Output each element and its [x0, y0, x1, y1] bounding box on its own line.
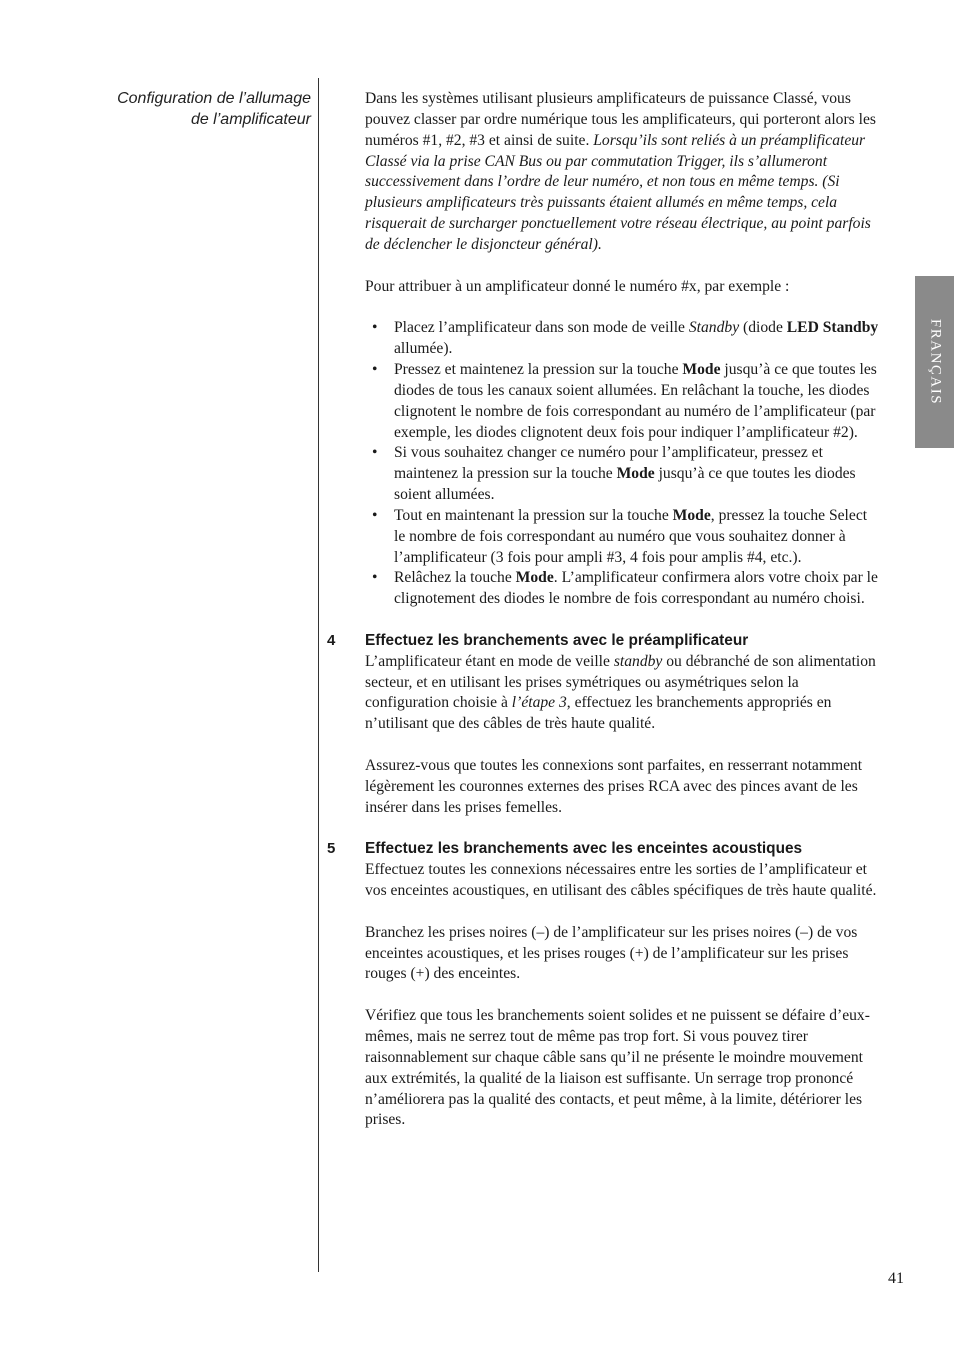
page-number: 41 [888, 1270, 904, 1287]
bold-text: Mode [515, 569, 554, 587]
intro-text: Dans les systèmes utilisant plusieurs amplificateurs de puissance Classé, vous pouvez classer par ordre numérique tous les amplificateurs, qui porteront alors les numéros #1, #2, #3 et ainsi de suite. [365, 90, 876, 149]
step-5-paragraph-3: Vérifiez que tous les branchements soient solides et ne puissent se défaire d’eux-mêmes, mais ne serrez tout de même pas trop fort. Si vous pouvez tirer raisonnablement sur chaque câble sans qu’il ne présente le moindre mouvement aux extrémités, la qualité de la liaison est suffisante. Un serrage trop prononcé n’améliorera pas la qualité des contacts, et peut même, à la limite, détériorer les prises. [365, 1007, 870, 1129]
list-item [365, 568, 880, 610]
step-4-section [327, 631, 880, 819]
text: allumée). [394, 340, 453, 358]
language-tab [915, 276, 954, 448]
text: jusqu’à ce que toutes les diodes soient allumées. [394, 465, 856, 504]
step-title: Effectuez les branchements avec le préamplificateur [365, 631, 749, 649]
bullet-icon: • [372, 444, 378, 462]
italic-text: l’étape 3 [511, 694, 567, 712]
section-heading-line2: de l’amplificateur [190, 111, 311, 128]
bullet-icon: • [372, 506, 378, 524]
bold-text: Mode [682, 360, 721, 378]
intro-paragraph-2: Pour attribuer à un amplificateur donné le numéro #x, par exemple : [365, 277, 790, 295]
column-divider [318, 78, 319, 1272]
instruction-list [365, 318, 880, 610]
text: Placez l’amplificateur dans son mode de veille [394, 319, 689, 337]
italic-text: standby [613, 652, 663, 670]
step-5-paragraph-2: Branchez les prises noires (–) de l’amplificateur sur les prises noires (–) de vos enceintes acoustiques, et les prises rouges (+) de l’amplificateur sur les prises rouges (+) des enceintes. [365, 923, 858, 983]
bold-text: Mode [616, 465, 655, 483]
list-item [365, 506, 880, 569]
text: , pressez la touche Select le nombre de fois correspondant au numéro que vous souhaitez donner à l’amplificateur (3 fois pour ampli #3, 4 fois pour amplis #4, etc.). [394, 506, 868, 566]
text: (diode [739, 319, 787, 337]
step-5-paragraph-1: Effectuez toutes les connexions nécessaires entre les sorties de l’amplificateur et vos enceintes acoustiques, en utilisant des câbles spécifiques de très haute qualité. [365, 861, 877, 900]
text: L’amplificateur étant en mode de veille [365, 652, 614, 670]
text: Pressez et maintenez la pression sur la touche [394, 360, 683, 378]
text: ou débranché de son alimentation secteur, et en utilisant les prises symétriques ou asymétriques selon la configuration choisie à [365, 652, 876, 712]
bold-text: LED Standby [786, 319, 879, 337]
step-title: Effectuez les branchements avec les enceintes acoustiques [365, 840, 803, 858]
bold-text: Mode [672, 506, 711, 524]
step-number: 4 [327, 631, 336, 649]
language-tab-label: FRANÇAIS [927, 318, 943, 406]
list-item [365, 318, 880, 360]
main-content [327, 89, 880, 1131]
step-5-section [327, 839, 880, 1131]
step-4-paragraph-2: Assurez-vous que toutes les connexions sont parfaites, en resserrant notamment légèrement les couronnes externes des prises RCA avec des pinces avant de les insérer dans les prises femelles. [365, 757, 863, 816]
text: jusqu’à ce que toutes les diodes de tous les canaux soient allumées. En relâchant la touche, les diodes clignotent le nombre de fois correspondant au numéro de l’amplificateur (par exemple, les diodes clignotent deux fois pour indiquer l’amplificateur #2). [394, 360, 877, 441]
bullet-icon: • [372, 360, 378, 378]
bullet-icon: • [372, 319, 378, 337]
list-item [365, 360, 880, 443]
section-heading-line1: Configuration de l’allumage [117, 90, 311, 107]
text: Si vous souhaitez changer ce numéro pour l’amplificateur, pressez et maintenez la pression sur la touche [394, 444, 823, 483]
list-item [365, 443, 880, 506]
bullet-icon: • [372, 569, 378, 587]
section-heading [60, 88, 311, 130]
text: , effectuez les branchements appropriés en n’utilisant que des câbles de très haute qualité. [365, 694, 832, 733]
text: Tout en maintenant la pression sur la touche [394, 506, 673, 524]
text: Relâchez la touche [394, 569, 516, 587]
step-number: 5 [327, 840, 336, 858]
intro-italic-text: Lorsqu’ils sont reliés à un préamplificateur Classé via la prise CAN Bus ou par commutation Trigger, ils s’allumeront successivement dans l’ordre de leur numéro, et non tous en même temps. (Si plusieurs amplificateurs très puissants étaient allumés en même temps, cela risquerait de surcharger ponctuellement votre réseau électrique, au point parfois de déclencher le disjoncteur général). [365, 131, 871, 253]
text: . L’amplificateur confirmera alors votre choix par le clignotement des diodes le nombre de fois correspondant au numéro choisi. [394, 569, 878, 608]
italic-text: Standby [688, 319, 740, 337]
step-4-paragraph-1 [365, 652, 880, 735]
intro-paragraph-1 [365, 89, 880, 256]
